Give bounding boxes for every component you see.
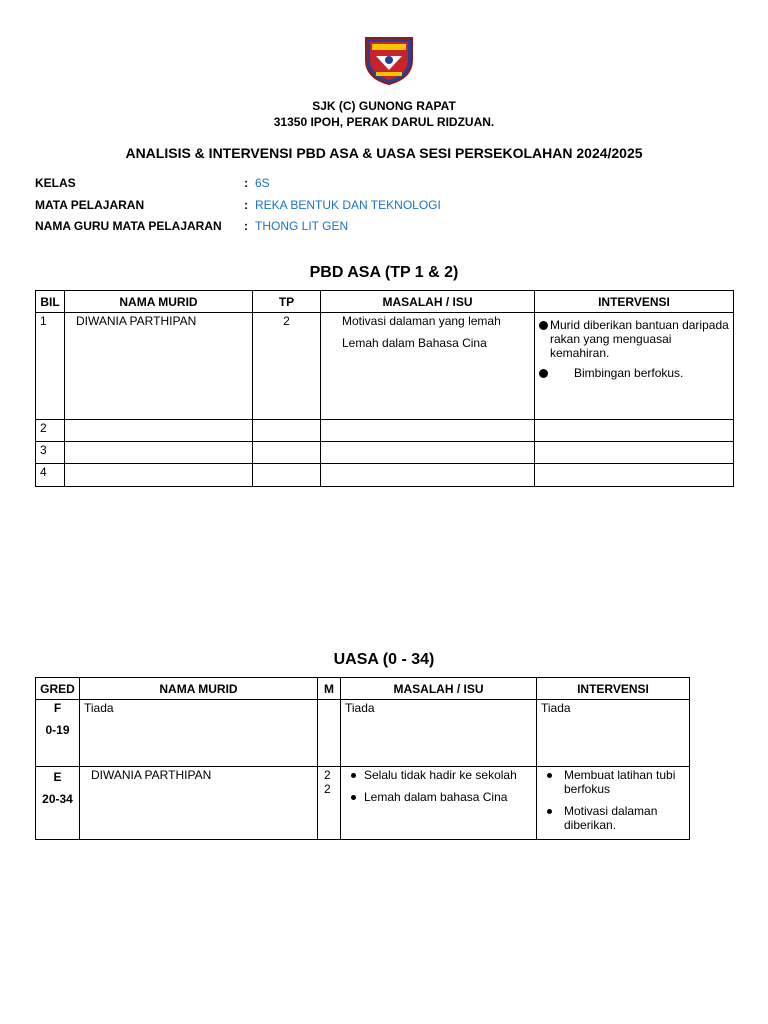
uasa-header-m: M — [318, 678, 341, 700]
intervensi-item: Murid diberikan bantuan daripada rakan yang menguasai kemahiran. — [539, 318, 729, 360]
pbd-cell-nama: DIWANIA PARTHIPAN — [65, 313, 253, 420]
uasa-cell-nama: DIWANIA PARTHIPAN — [80, 767, 318, 840]
uasa-header-nama: NAMA MURID — [80, 678, 318, 700]
info-value-nama-guru: THONG LIT GEN — [255, 219, 349, 233]
uasa-header-gred: GRED — [36, 678, 80, 700]
page-title: ANALISIS & INTERVENSI PBD ASA & UASA SESI PERSEKOLAHAN 2024/2025 — [125, 145, 643, 161]
info-colon: : — [244, 176, 248, 190]
table-row — [36, 700, 690, 767]
uasa-header-intervensi: INTERVENSI — [537, 678, 690, 700]
uasa-cell-masalah: Tiada — [341, 700, 537, 767]
pbd-cell-bil: 4 — [36, 464, 65, 487]
intervensi-item: Bimbingan berfokus. — [539, 366, 729, 380]
info-label-nama-guru: NAMA GURU MATA PELAJARAN — [35, 219, 222, 233]
pbd-cell-bil: 1 — [36, 313, 65, 420]
school-name: SJK (C) GUNONG RAPAT — [312, 99, 456, 113]
info-value-kelas: 6S — [255, 176, 270, 190]
uasa-header-row — [36, 678, 690, 700]
uasa-cell-m — [318, 700, 341, 767]
info-value-mata-pelajaran: REKA BENTUK DAN TEKNOLOGI — [255, 198, 441, 212]
intervensi-item: Motivasi dalaman diberikan. — [547, 804, 685, 832]
uasa-cell-intervensi — [537, 767, 690, 840]
uasa-cell-gred: E 20-34 — [36, 767, 80, 840]
info-colon: : — [244, 219, 248, 233]
uasa-cell-gred: F 0-19 — [36, 700, 80, 767]
pbd-cell-intervensi — [535, 313, 734, 420]
pbd-table — [35, 290, 734, 487]
uasa-cell-m: 2 2 — [318, 767, 341, 840]
pbd-cell-masalah — [321, 313, 535, 420]
school-address: 31350 IPOH, PERAK DARUL RIDZUAN. — [273, 115, 495, 129]
bullet-icon — [351, 773, 356, 778]
masalah-item: Selalu tidak hadir ke sekolah — [351, 768, 532, 782]
table-row — [36, 464, 734, 487]
uasa-table — [35, 677, 690, 840]
uasa-header-masalah: MASALAH / ISU — [341, 678, 537, 700]
table-row — [36, 313, 734, 420]
info-colon: : — [244, 198, 248, 212]
bullet-icon — [351, 795, 356, 800]
masalah-item: Lemah dalam bahasa Cina — [351, 790, 532, 804]
bullet-icon — [539, 369, 548, 378]
pbd-header-tp: TP — [253, 291, 321, 313]
intervensi-item: Membuat latihan tubi berfokus — [547, 768, 685, 796]
pbd-section-title: PBD ASA (TP 1 & 2) — [309, 264, 459, 281]
bullet-icon — [547, 773, 552, 778]
table-row — [36, 442, 734, 464]
pbd-cell-tp: 2 — [253, 313, 321, 420]
pbd-header-nama: NAMA MURID — [65, 291, 253, 313]
uasa-cell-nama: Tiada — [80, 700, 318, 767]
pbd-header-row — [36, 291, 734, 313]
info-label-kelas: KELAS — [35, 176, 76, 190]
pbd-header-masalah: MASALAH / ISU — [321, 291, 535, 313]
school-logo — [362, 34, 416, 86]
masalah-item: Motivasi dalaman yang lemah — [342, 314, 501, 328]
masalah-item: Lemah dalam Bahasa Cina — [342, 336, 487, 350]
pbd-header-bil: BIL — [36, 291, 65, 313]
pbd-header-intervensi: INTERVENSI — [535, 291, 734, 313]
uasa-cell-masalah — [341, 767, 537, 840]
uasa-section-title: UASA (0 - 34) — [333, 651, 435, 668]
bullet-icon — [547, 809, 552, 814]
table-row — [36, 420, 734, 442]
uasa-cell-intervensi: Tiada — [537, 700, 690, 767]
info-label-mata-pelajaran: MATA PELAJARAN — [35, 198, 145, 212]
pbd-cell-bil: 2 — [36, 420, 65, 442]
bullet-icon — [539, 321, 548, 330]
table-row — [36, 767, 690, 840]
pbd-cell-bil: 3 — [36, 442, 65, 464]
